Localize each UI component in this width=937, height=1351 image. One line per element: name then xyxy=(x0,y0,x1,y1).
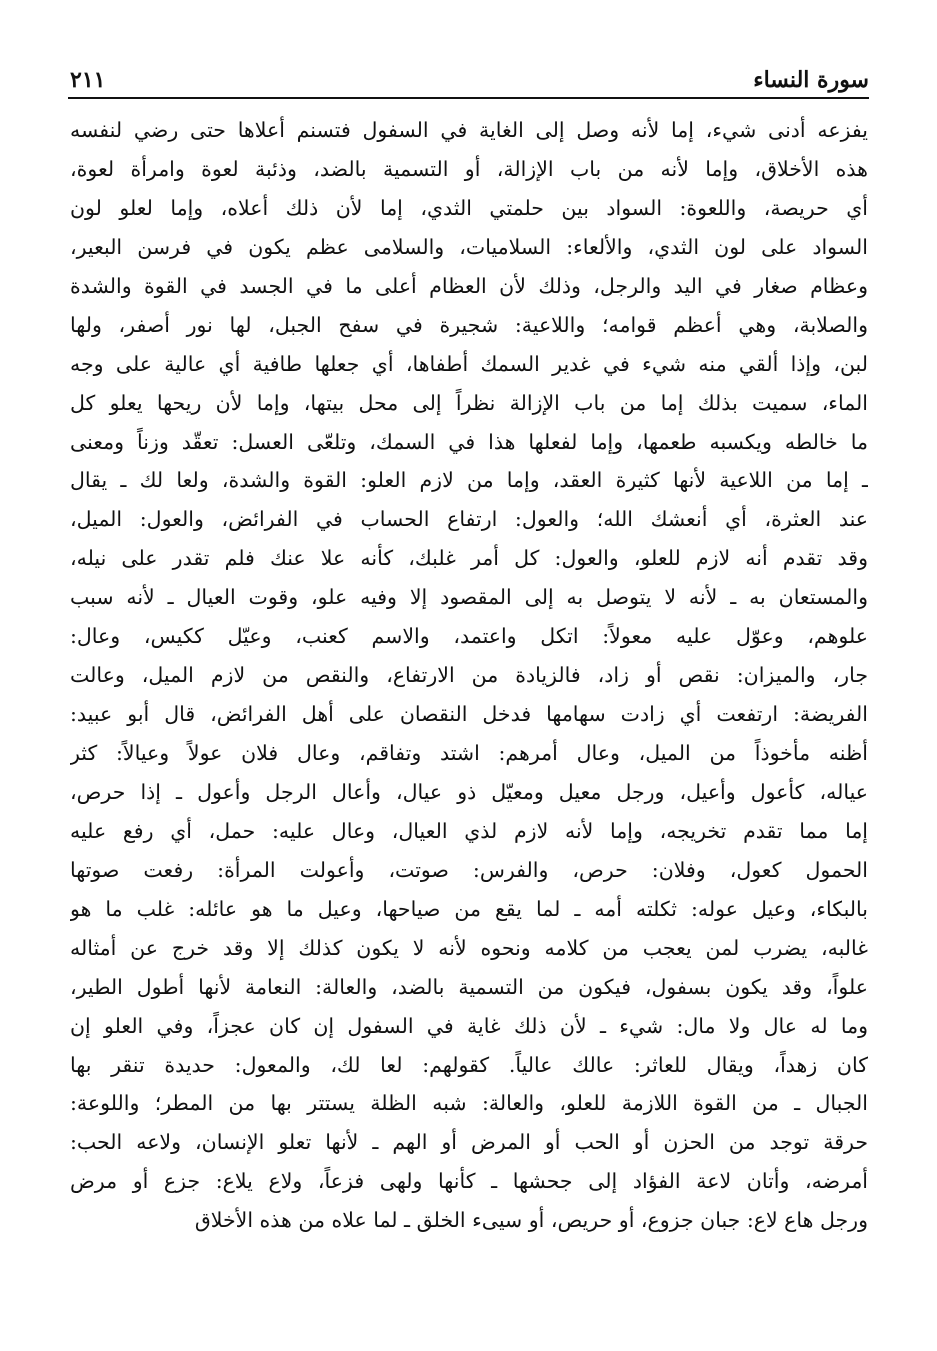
text-line: لبن، وإذا ألقي منه شيء في غدير السمك أطفاها، أي جعلها طافية أي عالية على وجه xyxy=(70,351,868,376)
text-line: الماء، سميت بذلك إما من باب الإزالة نظراً إلى محل بيتها، وإما لأن ريحها يعلو كل xyxy=(70,390,868,415)
text-line: ما خالطه ويكسبه طعمها، وإما لفعلها هذا في السمك، وتلعّى العسل: تعقّد وزناً ومعنى xyxy=(70,429,868,454)
text-line: بالبكاء، وعيل عوله: ثكلته أمه ـ لما يقع من صياحها، وعيل ما هو عائله: غلب ما هو xyxy=(70,896,868,921)
text-line: والصلابة، وهي أعظم قوامه؛ واللاعية: شجيرة في سفح الجبل، لها نور أصفر، ولها xyxy=(70,312,868,337)
text-line: أظنه مأخوذاً من الميل، وعال أمرهم: اشتد وتفاقم، وعال فلان عولاً وعيالاً: كثر xyxy=(70,741,868,765)
text-line: الجبال ـ من القوة اللازمة للعلو، والعالة: شبه الظلة يستتر بها من المطر؛ واللوعة: xyxy=(70,1091,868,1116)
text-line: هذه الأخلاق، وإما لأنه من باب الإزالة، أو التسمية بالضد، وذئبة لعوة وامرأة لعوة، xyxy=(70,156,868,181)
text-line: وما له عال ولا مال: شيء ـ لأن ذلك غاية في السفول إن كان عجزاً، وفي العلو إن xyxy=(70,1013,868,1038)
text-line: يفزعه أدنى شيء، إما لأنه وصل إلى الغاية في السفول فتسنم أعلاها حتى رضي لنفسه xyxy=(70,118,868,142)
page-number: ٢١١ xyxy=(70,67,106,93)
text-line: عياله، كأعول وأعيل، ورجل معيل ومعيّل ذو عيال، وأعال الرجل وأعول ـ إذا حرص، xyxy=(70,779,868,804)
text-line: جار، والميزان: نقص أو زاد، فالزيادة من الارتفاع، والنقص من لازم الميل، وعالت xyxy=(70,663,868,688)
text-line: أمرضه، وأتان لاعة الفؤاد إلى جحشها ـ كأنها ولهى فزعاً، ولاع يلاع: جزع أو مرض xyxy=(70,1169,868,1194)
text-line: الحمول كعول، وفلان: حرص، والفرس: صوتت، وأعولت المرأة: رفعت صوتها xyxy=(70,857,868,882)
text-line: الفريضة: ارتفعت أي زادت سهامها فدخل النقصان على أهل الفرائض، قال أبو عبيد: xyxy=(70,702,868,727)
text-line: عند العثرة، أي أنعشك الله؛ والعول: ارتفاع الحساب في الفرائض، والعول: الميل، xyxy=(70,507,868,532)
text-line: كان زهداً، ويقال للعاثر: عالك عالياً. كقولهم: لعا لك، والمعول: حديدة تنقر بها xyxy=(70,1052,868,1077)
text-line: السواد على لون الثدي، والألعاء: السلاميات، والسلامى عظم يكون في فرسن البعير، xyxy=(70,234,868,259)
text-line: حرقة توجد من الحزن أو الحب أو المرض أو الهم ـ لأنها تعلو الإنسان، ولاعه الحب: xyxy=(70,1130,868,1155)
text-line: ورجل هاع لاع: جبان جزوع، أو حريص، أو سيىء الخلق ـ لما علاه من هذه الأخلاق xyxy=(194,1208,868,1233)
text-line: غالبه، يضرب لمن يعجب من كلامه ونحوه لأنه لا يكون كذلك إلا وقد خرج عن أمثاله xyxy=(70,935,868,960)
text-line: وعظام صغار في اليد والرجل، وذلك لأن العظام أعلى ما في الجسد في القوة والشدة xyxy=(70,273,868,298)
text-line: أي حريصة، واللعوة: السواد بين حلمتي الثدي، إما لأن ذلك أعلاه، وإما لعلو لون xyxy=(70,195,868,220)
page-header xyxy=(68,66,869,96)
text-line: والمستعان به ـ لأنه لا يتوصل به إلى المقصود إلا وفيه علو، وقوت العيال ـ لأنه سبب xyxy=(70,585,868,610)
text-line: علوهم، وعوّل عليه معولاً: اتكل واعتمد، والاسم كعنب، وعيّل ككيس، وعال: xyxy=(70,624,868,649)
text-line: ـ إما من اللاعية لأنها كثيرة العقد، وإما من لازم العلو: القوة والشدة، ولعا لك ـ يقال xyxy=(70,468,868,493)
body-text xyxy=(70,111,868,1240)
text-line: علواً، وقد يكون بسفول، فيكون من التسمية بالضد، والعالة: النعامة لأنها أطول الطير، xyxy=(70,974,868,999)
text-line: وقد تقدم أنه لازم للعلو، والعول: كل أمر غلبك، كأنه علا عنك فلم تقدر على نيله، xyxy=(70,546,868,571)
header-divider xyxy=(68,97,869,99)
text-line: إما مما تقدم تخريجه، وإما لأنه لازم لذي العيال، وعال عليه: حمل، أي رفع عليه xyxy=(70,818,868,843)
surah-title: سورة النساء xyxy=(753,67,869,93)
